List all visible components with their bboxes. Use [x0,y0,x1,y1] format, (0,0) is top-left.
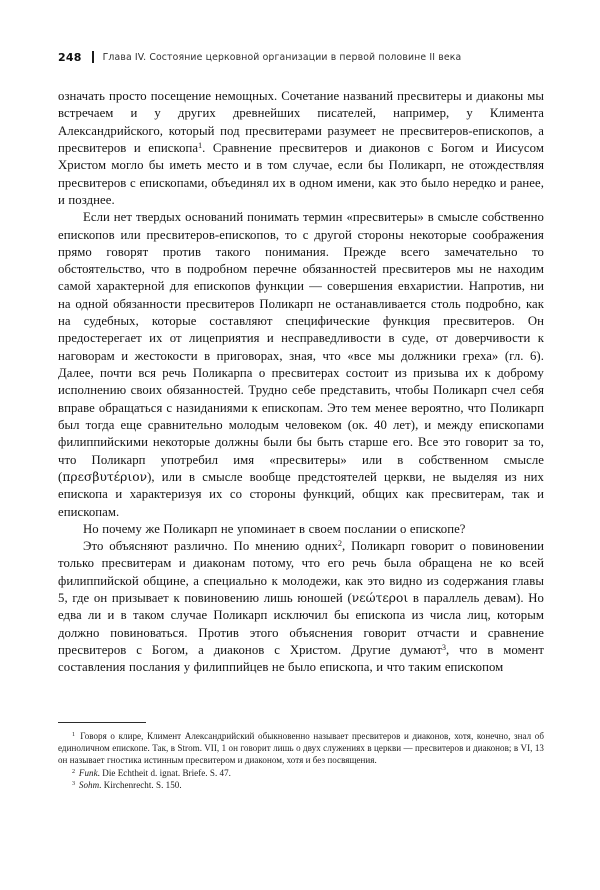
paragraph: Если нет твердых оснований понимать термин «пресвитеры» в смысле собственно епископов или пресвитеров-епископов, то с другой стороны некоторые соображения прямо говорят против такого понимания. Прежде всего замечательно то обстоятельство, что в подробном перечне обязанностей пресвитеров мы не находим самой характерной для епископов функции — совершения евхаристии. Напротив, ни на одной обязанности пресвитеров Поликарп не останавливается столь подробно, как на судебных, которые составляют специфические функция пресвитеров. Он предостерегает их от лицеприятия и несправедливости в суде, от доверчивости к наговорам и жестокости в приговорах, зная, что «все мы должники греха» (гл. 6). Далее, почти вся речь Поликарпа о пресвитерах состоит из призыва их к доброму исполнению своих обязанностей. Трудно себе представить, чтобы Поликарп счел себя вправе обращаться с назиданиями к епископам. Это тем менее вероятно, что Поликарп был тогда еще сравнительно молодым человеком (ок. 40 лет), и между епископами филиппийскими некоторые должны были бы быть старше его. Все это говорит за то, что Поликарп употребил имя «пресвитеры» или в собственном смысле (πρεσβυτέριον), или в смысле вообще предстоятелей церкви, не выделяя из них епископа и характеризуя их со стороны функций, общих как пресвитерам, так и епископам. [58,210,544,519]
footnote-reference[interactable]: 1 [198,140,203,150]
paragraph: Это объясняют различно. По мнению одних$^2$, Поликарп говорит о повиновении только пресвитерам и диаконам потому, что его речь была обращена не ко всей филиппийской общине, а специально к молодежи, как это видно из содержания главы 5, где он призывает к повиновению лишь юношей (νεώτεροι в параллель девам). Но едва ли и в таком случае Поликарп исключил бы епископа из числа лиц, которым должно повиноваться. Против этого объяснения говорит отчасти и сравнение пресвитеров с Богом, а диаконов с Христом. Другие думают$^3$, что в момент составления послания у филиппийцев не было епископа, и что таким епископом [58,539,545,675]
page-number: 248 [58,50,82,64]
footnote-marker: 2 [72,768,76,775]
greek-term: πρεσβυτέριον [62,469,148,484]
footnote-list [58,730,544,791]
footnote-item: $^3$ Sohm. Kirchenrecht. S. 150. [72,780,182,791]
paragraph: Но почему же Поликарп не упоминает в своем послании о епископе? [83,521,466,536]
running-head [58,48,544,66]
footnote-separator-rule [58,722,146,723]
footnote-item: $^2$ Funk. Die Echtheit d. ignat. Briefe. S. 47. [72,767,231,778]
footnotes-section [58,722,544,791]
footnote-item: $^1$ Говоря о клире, Климент Александрийский обыкновенно называет пресвитеров и диаконов, хотя, конечно, знал об единоличном епископе. Так, в Strom. VII, 1 он говорит лишь о двух служениях в церкви — пресвитеров и диаконов; в VI, 13 он называет гностика истинным пресвитером и диаконом, хотя и без посвящения. [58,731,544,766]
cited-author: Sohm [78,780,100,791]
body-text-column [58,88,544,677]
footnote-reference[interactable]: 2 [337,539,342,549]
greek-term: νεώτεροι [351,591,409,606]
head-separator-rule [92,51,94,63]
footnote-marker: 1 [72,731,76,738]
footnote-reference[interactable]: 3 [441,642,446,652]
footnote-marker: 3 [72,781,76,788]
chapter-title: Глава IV. Состояние церковной организации в первой половине II века [102,51,462,63]
paragraph: означать просто посещение немощных. Сочетание названий пресвитеры и диаконы мы встречаем и у других древнейших писателей, например, у Климента Александрийского, который под пресвитерами разумеет не пресвитеров-епископов, а пресвитеров и епископа$^1$. Сравнение пресвитеров и диаконов с Богом и Иисусом Христом могло бы иметь место и в том случае, если бы Поликарп, не отождествляя пресвитеров с епископами, объединял их в одном имени, как это было нередко и ранее, и позднее. [58,89,544,207]
cited-author: Funk [78,767,98,778]
